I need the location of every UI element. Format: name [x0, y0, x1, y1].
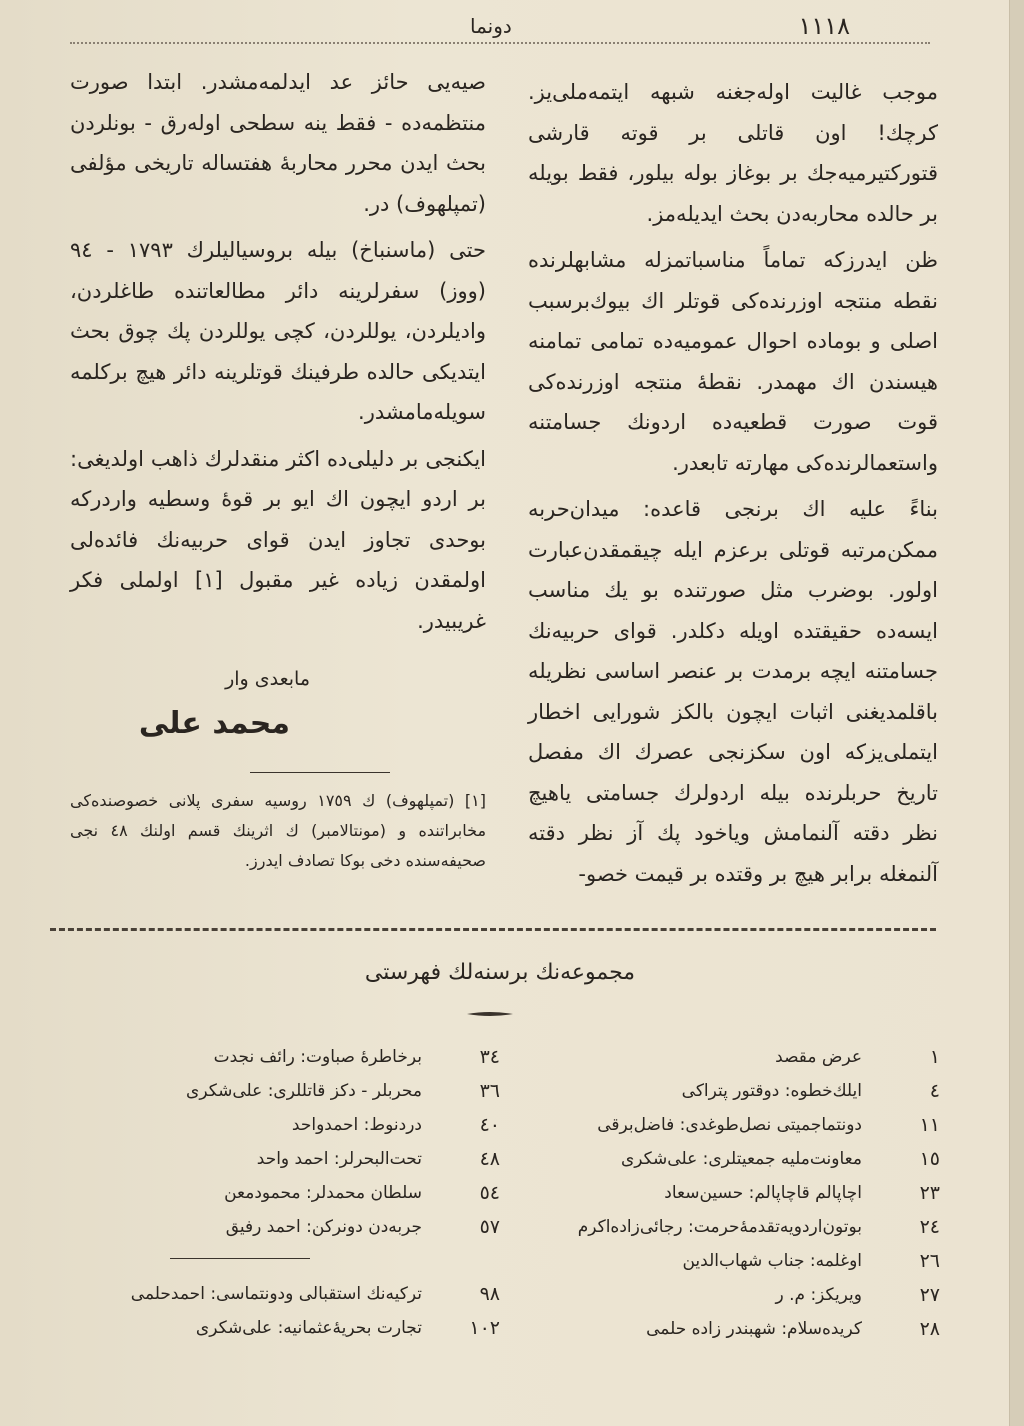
toc-entry[interactable]: [100, 1277, 500, 1311]
toc-entry[interactable]: [100, 1176, 500, 1210]
toc-page-number: ١٠٢: [469, 1317, 500, 1339]
ornament-icon: [465, 1011, 515, 1017]
toc-entry[interactable]: [540, 1108, 940, 1142]
toc-entry-title: عرض مقصد: [775, 1047, 862, 1067]
toc-entry[interactable]: [540, 1142, 940, 1176]
section-divider: [50, 928, 936, 937]
paragraph: بناءً علیه اك برنجی قاعده: میدان‌حربه ممکن‌مرتبه قوتلی برعزم ایله چیقمقدن‌عبارت اولور. بوضرب مثل صورتنده بو یك مناسب ایسه‌ده حقیقتده اویله دکلدر. قوای حربیه‌نك جسامتنه ایچه برمدت بر عنصر اساسی نظریله باقلمدیغنی اثبات ایچون بالکز شورایی اخطار ایتملی‌یزکه اون سکزنجی عصرك اك مفصل تاریخ حربلرنده بیله اردولرك جسامتی یاهیچ نظر دقته آلنمامش ویاخود پك آز نظر دقته آلنمغله برابر هیچ بر وقتده بر قیمت خصو-: [528, 497, 938, 886]
journal-name: دونما: [470, 14, 512, 38]
toc-entry-title: ترکیه‌نك استقبالی ودونتماسی: احمدحلمی: [130, 1284, 422, 1304]
toc-entry[interactable]: [100, 1040, 500, 1074]
toc-page-number: ٣٦: [479, 1080, 500, 1102]
toc-entry-title: ویریکز: م. ر: [775, 1285, 862, 1305]
toc-page-number: ٣٤: [479, 1046, 500, 1068]
toc-entry-title: ایلك‌خطوه: دوقتور پتراکی: [681, 1081, 862, 1101]
toc-page-number: ١٥: [919, 1148, 940, 1170]
left-column: [70, 62, 486, 647]
toc-page-number: ٢٤: [919, 1216, 940, 1238]
toc-entry[interactable]: [100, 1108, 500, 1142]
toc-page-number: ٢٣: [919, 1182, 940, 1204]
toc-entry-title: کریده‌سلام: شهبندر زاده حلمی: [646, 1319, 862, 1339]
paragraph: ایکنجی بر دلیلی‌ده اکثر منقدلرك ذاهب اولدیغی: بر اردو ایچون اك ایو بر قوهٔ وسطیه واردرکه بوحدی تجاوز ایدن قوای حربیه‌نك فائده‌لی اولمقدن زیاده غیر مقبول [١] اولملی فکر غریبیدر.: [70, 446, 486, 633]
signature: [110, 668, 310, 741]
toc-entry-title: دونتماجمیتی نصل‌طوغدی: فاضل‌برقی: [597, 1115, 862, 1135]
toc-entry[interactable]: [540, 1278, 940, 1312]
toc-entry-title: محربلر - دکز قاتللری: علی‌شکری: [186, 1081, 422, 1101]
toc-entry-title: معاونت‌ملیه جمعیتلری: علی‌شکری: [620, 1149, 862, 1169]
toc-entry-title: سلطان محمدلر: محمودمعن: [224, 1183, 422, 1203]
paragraph: موجب غالیت اوله‌جغنه شبهه ایتمه‌ملی‌یز. کرچك! اون قاتلی بر قوته قارشی قتورکتیرمیه‌جك بر بوغاز بوله بیلور، فقط بویله بر حالده محاربه‌دن بحث ایدیله‌مز.: [528, 80, 938, 226]
toc-entry[interactable]: [540, 1074, 940, 1108]
paragraph: صیه‌یی حائز عد ایدلمه‌مشدر. ابتدا صورت منتظمه‌ده - فقط ینه سطحی اوله‌رق - بونلردن بحث ایدن محرر محاربهٔ هفتساله تاریخی مؤلفی (تمپلهوف) در.: [70, 70, 486, 216]
page-number: ١١١٨: [798, 12, 850, 40]
toc-entry[interactable]: [540, 1210, 940, 1244]
toc-page-number: ٢٦: [919, 1250, 940, 1272]
toc-page-number: ٢٨: [919, 1318, 940, 1340]
paragraph: حتی (ماسنباخ) بیله بروسیالیلرك ١٧٩٣ - ٩٤ (ووز) سفرلرینه دائر مطالعاتنده طاغلردن، وادیلردن، یوللردن، کچی یوللردن پك چوق بحث ایتدیکی حالده طرفینك قوتلرینه دائر هیچ برکلمه سویله‌مامشدر.: [70, 238, 486, 424]
toc-entry-title: اوغلمه: جناب شهاب‌الدین: [682, 1251, 862, 1271]
toc-page-number: ٥٤: [479, 1182, 500, 1204]
toc-entry[interactable]: [100, 1311, 500, 1345]
footnote: [١] (تمپلهوف) ك ١٧٥٩ روسیه سفری پلانی خصوصنده‌کی مخابراتنده و (مونتالامبر) ك اثرینك قسم اولنك ٤٨ نجی صحیفه‌سنده دخی بوکا تصادف ایدرز.: [70, 791, 487, 870]
toc-page-number: ٤: [929, 1080, 940, 1102]
right-column: [528, 72, 938, 900]
footnote-rule: [250, 772, 390, 773]
page-edge: [1009, 0, 1024, 1426]
toc-entry-title: برخاطرهٔ صباوت: رائف نجدت: [213, 1047, 422, 1067]
toc-title: مجموعه‌نك برسنه‌لك فهرستی: [364, 960, 636, 985]
toc-entry-title: تجارت بحریهٔ‌عثمانیه: علی‌شکری: [195, 1318, 422, 1338]
toc-separator: [170, 1258, 310, 1259]
toc-entry[interactable]: [540, 1040, 940, 1074]
continued-note: مابعدی وار: [225, 668, 310, 690]
toc-page-number: ٩٨: [479, 1283, 500, 1305]
toc-entry[interactable]: [540, 1176, 940, 1210]
toc-page-number: ٤٠: [479, 1114, 500, 1136]
toc-entry-title: بوتون‌اردویه‌تقدمهٔ‌حرمت: رجائی‌زاده‌اکرم: [577, 1217, 862, 1237]
paragraph: ظن ایدرزکه تماماً مناسباتمزله مشابهلرنده نقطه منتجه اوزرنده‌کی قوتلر اك بیوك‌برسبب اصلی و بوماده احوال عمومیه‌ده تمامی تمامنه هیسندن اك مهمدر. نقطهٔ منتجه اوزرنده‌کی قوت صورت قطعیه‌ده اردونك جسامتنه واستعمالرنده‌کی مهارته تابعدر.: [528, 248, 938, 475]
toc-right-column: [540, 1040, 940, 1346]
toc-entry[interactable]: [100, 1210, 500, 1244]
author-signature: محمد علی: [138, 706, 290, 741]
toc-left-column: [100, 1040, 500, 1345]
toc-entry-title: اچاپالم قاچاپالم: حسین‌سعاد: [664, 1183, 862, 1203]
toc-entry[interactable]: [540, 1312, 940, 1346]
toc-page-number: ٢٧: [919, 1284, 940, 1306]
running-head: [0, 12, 1000, 42]
toc-page-number: ٤٨: [479, 1148, 500, 1170]
toc-entry[interactable]: [100, 1074, 500, 1108]
toc-page-number: ٥٧: [479, 1216, 500, 1238]
toc-page-number: ١: [929, 1046, 940, 1068]
toc-entry-title: دردنوط: احمدواحد: [291, 1115, 422, 1135]
toc-entry-title: جربه‌دن دونرکن: احمد رفیق: [225, 1217, 422, 1237]
toc-page-number: ١١: [919, 1114, 940, 1136]
toc-entry[interactable]: [100, 1142, 500, 1176]
header-rule: [70, 42, 930, 44]
toc-entry-title: تحت‌البحرلر: احمد واحد: [256, 1149, 422, 1169]
toc-entry[interactable]: [540, 1244, 940, 1278]
